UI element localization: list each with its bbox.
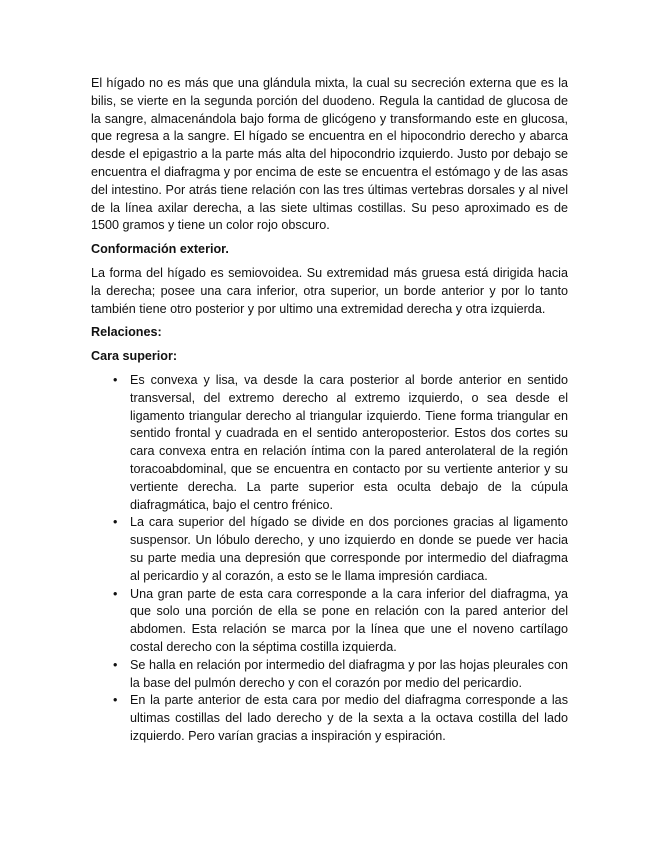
list-item-text: Es convexa y lisa, va desde la cara posterior al borde anterior en sentido transversal, del extremo derecho al extremo izquierdo, o sea desde el ligamento triangular derecho al triangular izquierdo. Tiene forma triangular en sentido frontal y cuadrada en el sentido anteroposterior. Estos dos cortes su cara convexa entra en relación íntima con la pared anterolateral de la región toracoabdominal, que se encuentra en contacto por su vertiente anterior y su vertiente derecha. La parte superior esta oculta debajo de la cúpula diafragmática, bajo el centro frénico.	[130, 372, 568, 512]
list-item	[91, 692, 568, 745]
cara-superior-list	[91, 372, 568, 746]
list-item	[91, 514, 568, 585]
list-item-text: Una gran parte de esta cara corresponde a la cara inferior del diafragma, ya que solo una porción de ella se pone en relación con la pared anterior del abdomen. Esta relación se marca por la línea que une el noveno cartílago costal derecho con la séptima costilla izquierda.	[130, 586, 568, 654]
list-item	[91, 657, 568, 693]
heading-relaciones: Relaciones:	[91, 325, 162, 340]
bullet-icon: •	[113, 515, 118, 530]
bullet-icon: •	[113, 372, 118, 387]
heading-cara-superior: Cara superior:	[91, 349, 178, 364]
bullet-icon: •	[113, 657, 118, 672]
list-item-text: Se halla en relación por intermedio del diafragma y por las hojas pleurales con la base del pulmón derecho y con el corazón por medio del pericardio.	[130, 657, 568, 690]
list-item-text: La cara superior del hígado se divide en dos porciones gracias al ligamento suspensor. Un lóbulo derecho, y uno izquierdo en donde se puede ver hacia su parte media una depresión que corresponde por intermedio del diafragma al pericardio y al corazón, a esto se le llama impresión cardiaca.	[130, 515, 568, 583]
list-item-text: En la parte anterior de esta cara por medio del diafragma corresponde a las ultimas costillas del lado derecho y de la sexta a la octava costilla del lado izquierdo. Pero varían gracias a inspiración y espiración.	[130, 693, 568, 743]
bullet-icon: •	[113, 586, 118, 601]
bullet-icon: •	[113, 693, 118, 708]
intro-paragraph: El hígado no es más que una glándula mixta, la cual su secreción externa que es la bilis, se vierte en la segunda porción del duodeno. Regula la cantidad de glucosa de la sangre, almacenándola bajo forma de glicógeno y transformando este en glucosa, que regresa a la sangre. El hígado se encuentra en el hipocondrio derecho y abarca desde el epigastrio a la parte más alta del hipocondrio izquierdo. Justo por debajo se encuentra el diafragma y por encima de este se encuentra el estómago y de las asas del intestino. Por atrás tiene relación con las tres últimas vertebras dorsales y al nivel de la línea axilar derecha, a las siete ultimas costillas. Su peso aproximado es de 1500 gramos y tiene un color rojo obscuro.	[91, 76, 568, 233]
document-page	[91, 75, 568, 746]
heading-conformacion: Conformación exterior.	[91, 242, 229, 257]
list-item	[91, 586, 568, 657]
conformacion-paragraph: La forma del hígado es semiovoidea. Su extremidad más gruesa está dirigida hacia la derecha; posee una cara inferior, otra superior, un borde anterior y por lo tanto también tiene otro posterior y por ultimo una extremidad derecha y otra izquierda.	[91, 265, 568, 316]
list-item	[91, 372, 568, 514]
